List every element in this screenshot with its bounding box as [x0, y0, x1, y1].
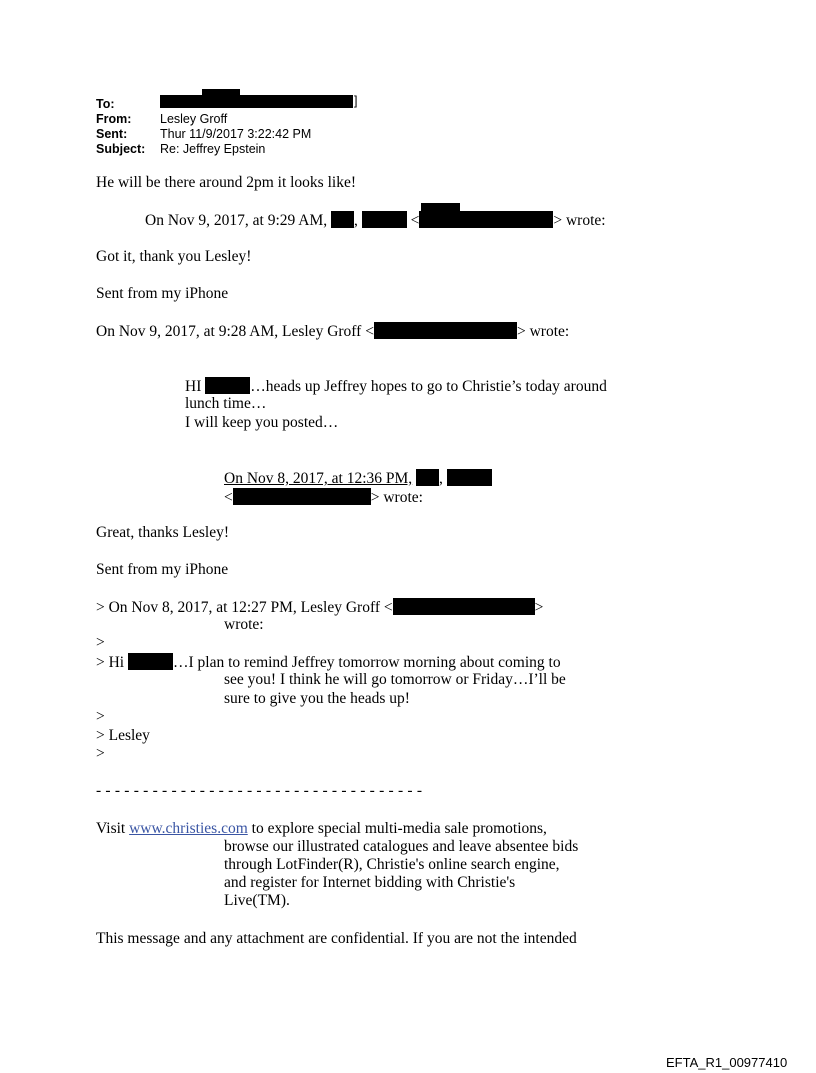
lt: <	[224, 489, 233, 506]
quote-marker: >	[96, 708, 105, 725]
redacted-email	[419, 211, 553, 228]
divider: - - - - - - - - - - - - - - - - - - - - - - - - - - - - - - - - - - -	[96, 782, 423, 799]
visit-text: Visit	[96, 820, 126, 837]
quote-marker: >	[96, 745, 105, 762]
greeting: HI	[185, 378, 202, 395]
signature: Sent from my iPhone	[96, 561, 229, 578]
signature: Sent from my iPhone	[96, 285, 229, 302]
quote-header	[96, 322, 569, 341]
quoted-signature: > Lesley	[96, 727, 150, 744]
visit-text: to explore special multi-media sale promotions,	[251, 820, 547, 837]
confidentiality-notice: This message and any attachment are confidential. If you are not the intended	[96, 930, 577, 947]
body-line	[185, 377, 607, 396]
sent-value: Thur 11/9/2017 3:22:42 PM	[160, 127, 312, 141]
comma: ,	[354, 212, 358, 229]
document-id: EFTA_R1_00977410	[666, 1055, 788, 1070]
footer-notice: and register for Internet bidding with Christie's	[224, 874, 516, 891]
body-line: He will be there around 2pm it looks like!	[96, 174, 356, 191]
footer-notice: Live(TM).	[224, 892, 290, 909]
body-line: Great, thanks Lesley!	[96, 524, 229, 541]
message-text: …heads up Jeffrey hopes to go to Christie’s today around	[250, 378, 607, 395]
redaction	[374, 322, 517, 339]
message-text: …I plan to remind Jeffrey tomorrow morning about coming to	[173, 654, 561, 671]
quote-date: > On Nov 8, 2017, at 12:27 PM, Lesley Groff <	[96, 599, 393, 616]
body-line: lunch time…	[185, 395, 267, 412]
to-label: To:	[96, 97, 115, 111]
from-label: From:	[96, 112, 132, 126]
lt: <	[410, 212, 420, 229]
quote-header-cont: wrote:	[224, 616, 264, 633]
redaction	[160, 95, 353, 108]
greeting: > Hi	[96, 654, 125, 671]
comma: ,	[439, 470, 443, 487]
footer-notice: browse our illustrated catalogues and leave absentee bids	[224, 838, 579, 855]
redaction	[362, 211, 407, 228]
sent-label: Sent:	[96, 127, 128, 141]
gt: >	[534, 599, 544, 616]
body-line: I will keep you posted…	[185, 414, 339, 431]
subject-label: Subject:	[96, 142, 146, 156]
body-line: Got it, thank you Lesley!	[96, 248, 252, 265]
subject-value: Re: Jeffrey Epstein	[160, 142, 266, 156]
footer-notice: through LotFinder(R), Christie's online search engine,	[224, 856, 560, 873]
redaction	[233, 488, 371, 505]
redaction	[128, 653, 173, 670]
quote-date: On Nov 9, 2017, at 9:29 AM,	[145, 212, 328, 229]
quoted-line	[96, 653, 561, 672]
wrote: > wrote:	[553, 212, 606, 229]
christies-link[interactable]: www.christies.com	[129, 820, 248, 837]
quote-header-cont	[224, 488, 423, 507]
quote-date: On Nov 8, 2017, at 12:36 PM,	[224, 470, 413, 487]
redaction	[416, 469, 439, 486]
redaction	[205, 377, 250, 394]
redaction	[331, 211, 354, 228]
quote-header	[224, 469, 492, 488]
redaction	[393, 598, 535, 615]
quoted-line: see you! I think he will go tomorrow or Friday…I’ll be	[224, 671, 566, 688]
footer-notice	[96, 820, 547, 838]
redaction	[447, 469, 492, 486]
quote-date: On Nov 9, 2017, at 9:28 AM, Lesley Groff <	[96, 323, 374, 340]
quoted-line: sure to give you the heads up!	[224, 690, 410, 707]
from-value: Lesley Groff	[160, 112, 228, 126]
quote-header	[145, 211, 606, 230]
wrote: > wrote:	[516, 323, 570, 340]
wrote: > wrote:	[370, 489, 423, 506]
quote-header	[96, 598, 543, 617]
to-bracket: ]	[354, 94, 358, 108]
quote-marker: >	[96, 634, 105, 651]
